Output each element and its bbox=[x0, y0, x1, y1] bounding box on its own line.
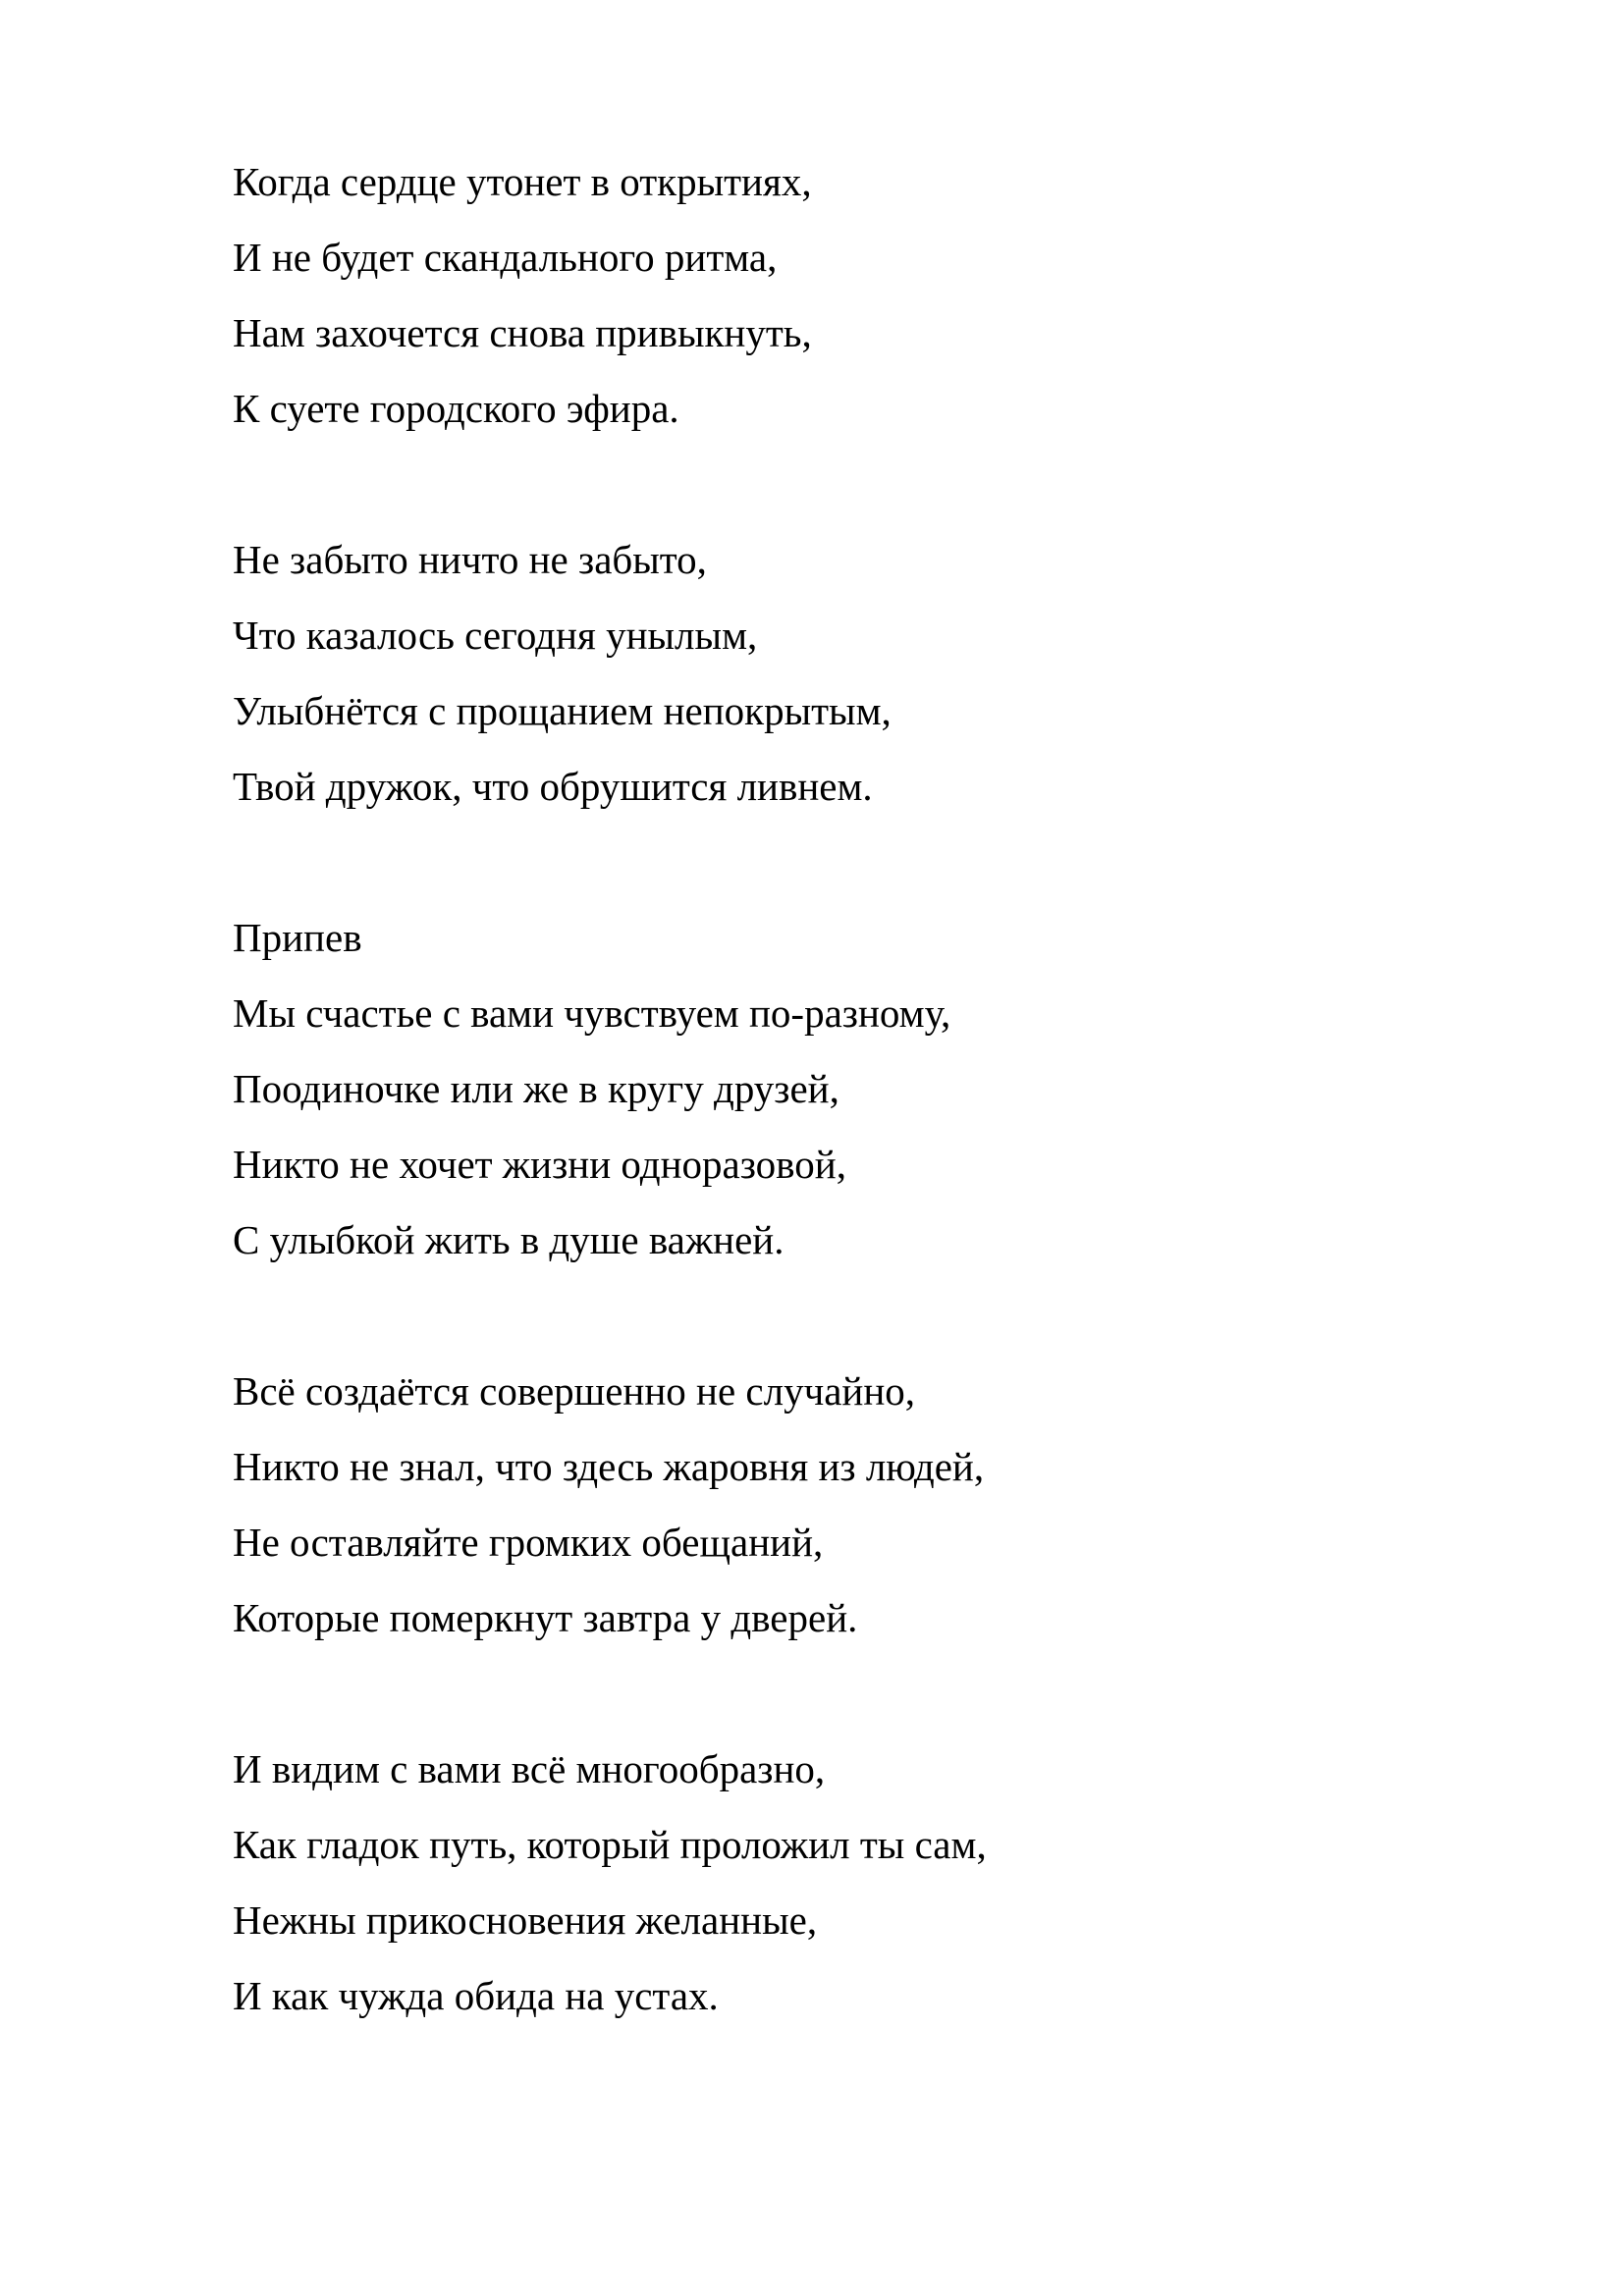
stanza-1 bbox=[233, 157, 1509, 459]
poem-line: Всё создаётся совершенно не случайно, bbox=[233, 1368, 916, 1414]
poem-line: И видим с вами всё многообразно, bbox=[233, 1746, 826, 1791]
poem-line: Нам захочется снова привыкнуть, bbox=[233, 310, 812, 355]
poem-line: Как гладок путь, который проложил ты сам, bbox=[233, 1822, 987, 1867]
poem-line: Улыбнётся с прощанием непокрытым, bbox=[233, 688, 892, 733]
poem-line: Поодиночке или же в кругу друзей, bbox=[233, 1066, 839, 1111]
stanza-gap bbox=[233, 1669, 1509, 1744]
poem-line: Когда сердце утонет в открытиях, bbox=[233, 159, 812, 204]
poem-line: Никто не хочет жизни одноразовой, bbox=[233, 1142, 846, 1187]
poem-line: И как чужда обида на устах. bbox=[233, 1973, 719, 2018]
chorus-heading: Припев bbox=[233, 915, 362, 960]
stanza-gap bbox=[233, 459, 1509, 535]
stanza-2 bbox=[233, 535, 1509, 837]
poem-line: Нежны прикосновения желанные, bbox=[233, 1897, 818, 1943]
stanza-gap bbox=[233, 837, 1509, 913]
stanza-gap bbox=[233, 1291, 1509, 1366]
poem-line: Никто не знал, что здесь жаровня из людей, bbox=[233, 1444, 985, 1489]
poem-line: Которые померкнут завтра у дверей. bbox=[233, 1595, 858, 1640]
poem-line: Не оставляйте громких обещаний, bbox=[233, 1520, 824, 1565]
poem-line: К суете городского эфира. bbox=[233, 386, 679, 431]
poem-text bbox=[233, 157, 1509, 2047]
poem-line: И не будет скандального ритма, bbox=[233, 235, 778, 280]
poem-line: С улыбкой жить в душе важней. bbox=[233, 1217, 784, 1262]
poem-line: Мы счастье с вами чувствуем по-разному, bbox=[233, 990, 951, 1036]
stanza-3-chorus bbox=[233, 913, 1509, 1291]
stanza-4 bbox=[233, 1366, 1509, 1669]
poem-line: Твой дружок, что обрушится ливнем. bbox=[233, 764, 873, 809]
poem-line: Что казалось сегодня унылым, bbox=[233, 613, 758, 658]
stanza-5 bbox=[233, 1744, 1509, 2047]
poem-line: Не забыто ничто не забыто, bbox=[233, 537, 707, 582]
